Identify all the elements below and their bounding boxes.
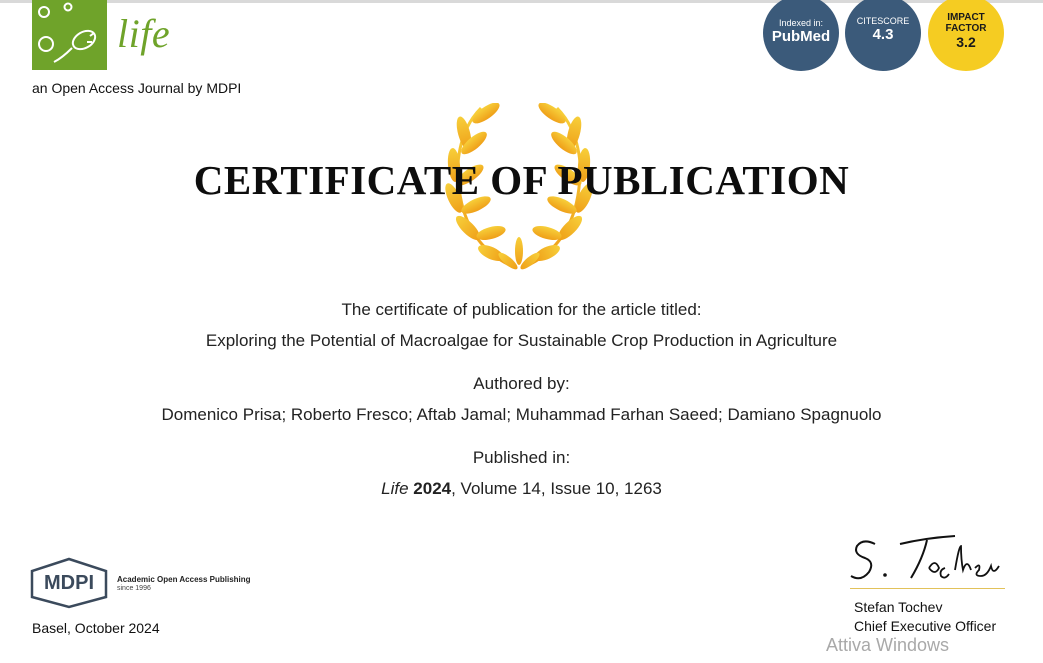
citation-details: , Volume 14, Issue 10, 1263	[451, 479, 662, 498]
mdpi-caption: Academic Open Access Publishing	[117, 575, 251, 584]
impact-factor-badge	[928, 0, 1004, 71]
certificate-intro: The certificate of publication for the article titled:	[341, 300, 702, 319]
pubmed-label: Indexed in:	[778, 18, 824, 28]
place-date: Basel, October 2024	[32, 620, 160, 636]
journal-tagline: an Open Access Journal by MDPI	[32, 80, 242, 96]
article-title: Exploring the Potential of Macroalgae for Sustainable Crop Production in Agriculture	[205, 331, 838, 350]
impact-label-2: FACTOR	[945, 23, 987, 34]
published-in-label: Published in:	[472, 448, 571, 467]
certificate-title: CERTIFICATE OF PUBLICATION	[193, 157, 850, 203]
citescore-label: CITESCORE	[856, 16, 910, 26]
pubmed-value: PubMed	[771, 28, 831, 45]
journal-logo-icon	[32, 0, 107, 70]
citation	[0, 479, 1043, 499]
citation-year: 2024	[413, 479, 452, 498]
pubmed-badge	[763, 0, 839, 71]
mdpi-since: since 1996	[117, 585, 151, 592]
signature-image	[845, 530, 1010, 588]
signer-name: Stefan Tochev	[854, 599, 943, 615]
signer-role: Chief Executive Officer	[854, 618, 997, 634]
windows-activation-watermark: Attiva Windows	[826, 635, 950, 655]
signature-line	[850, 588, 1005, 589]
mdpi-logo-text: MDPI	[44, 572, 94, 594]
impact-label-1: IMPACT	[947, 12, 985, 23]
authored-by-label: Authored by:	[473, 374, 570, 393]
journal-name: life	[117, 11, 171, 56]
citescore-badge	[845, 0, 921, 71]
citescore-value: 4.3	[872, 26, 894, 43]
impact-value: 3.2	[956, 34, 976, 50]
citation-journal: Life	[381, 479, 409, 498]
mdpi-logo-icon	[30, 557, 108, 609]
author-list: Domenico Prisa; Roberto Fresco; Aftab Jamal; Muhammad Farhan Saeed; Damiano Spagnuolo	[161, 405, 882, 424]
